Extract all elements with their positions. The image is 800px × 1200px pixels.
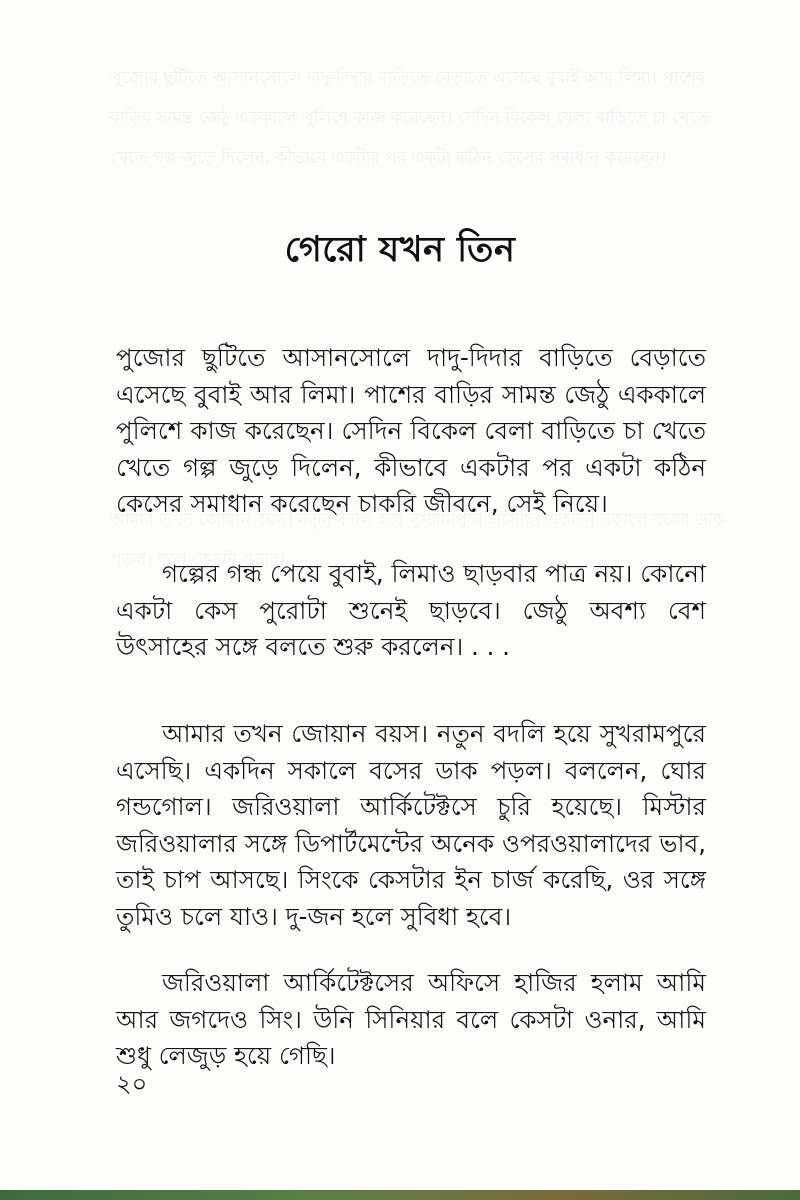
paragraph-2-text: গল্পের গন্ধ পেয়ে বুবাই, লিমাও ছাড়বার পাত্র নয়। কোনো একটা কেস পুরোটা শুনেই ছাড়বে। জেঠু অবশ্য বেশ উৎসাহের সঙ্গে বলতে শুরু করলেন। . . . <box>116 559 706 661</box>
paragraph-1 <box>116 340 706 523</box>
chapter-title: গেরো যখন তিন <box>284 230 516 270</box>
paragraph-4-text: জরিওয়ালা আর্কিটেক্টসের অফিসে হাজির হলাম আমি আর জগদেও সিং। উনি সিনিয়ার বলে কেসটা ওনার, আমি শুধু লেজুড় হয়ে গেছি। <box>116 968 706 1070</box>
show-through-text-upper: পুজোর ছুটিতে আসানসোলে দাদু-দিদার বাড়িতে বেড়াতে এসেছে বুবাই আর লিমা। পাশের বাড়ির সামন্ত জেঠু এককালে পুলিশে কাজ করেছেন। সেদিন বিকেল বেলা বাড়িতে চা খেতে খেতে গল্প জুড়ে দিলেন, কীভাবে একটার পর একটা কঠিন কেসের সমাধান করেছেন। <box>110 68 710 168</box>
page-number: ২০ <box>116 1070 148 1098</box>
paragraph-3-text: আমার তখন জোয়ান বয়স। নতুন বদলি হয়ে সুখরামপুরে এসেছি। একদিন সকালে বসের ডাক পড়ল। বললেন, ঘোর গন্ডগোল। জরিওয়ালা আর্কিটেক্টসে চুরি হয়েছে। মিস্টার জরিওয়ালার সঙ্গে ডিপার্টমেন্টের অনেক ওপরওয়ালাদের ভাব, তাই চাপ আসছে। সিংকে কেসটার ইন চার্জ করেছি, ওর সঙ্গে তুমিও চলে যাও। দু-জন হলে সুবিধা হবে। <box>116 719 706 931</box>
paragraph-4 <box>116 965 706 1075</box>
paragraph-2 <box>116 556 706 666</box>
paragraph-3 <box>116 716 706 935</box>
cover-edge-strip <box>0 1190 800 1200</box>
paragraph-1-text: পুজোর ছুটিতে আসানসোলে দাদু-দিদার বাড়িতে বেড়াতে এসেছে বুবাই আর লিমা। পাশের বাড়ির সামন্ত জেঠু এককালে পুলিশে কাজ করেছেন। সেদিন বিকেল বেলা বাড়িতে চা খেতে খেতে গল্প জুড়ে দিলেন, কীভাবে একটার পর একটা কঠিন কেসের সমাধান করেছেন চাকরি জীবনে, সেই নিয়ে। <box>116 343 706 518</box>
